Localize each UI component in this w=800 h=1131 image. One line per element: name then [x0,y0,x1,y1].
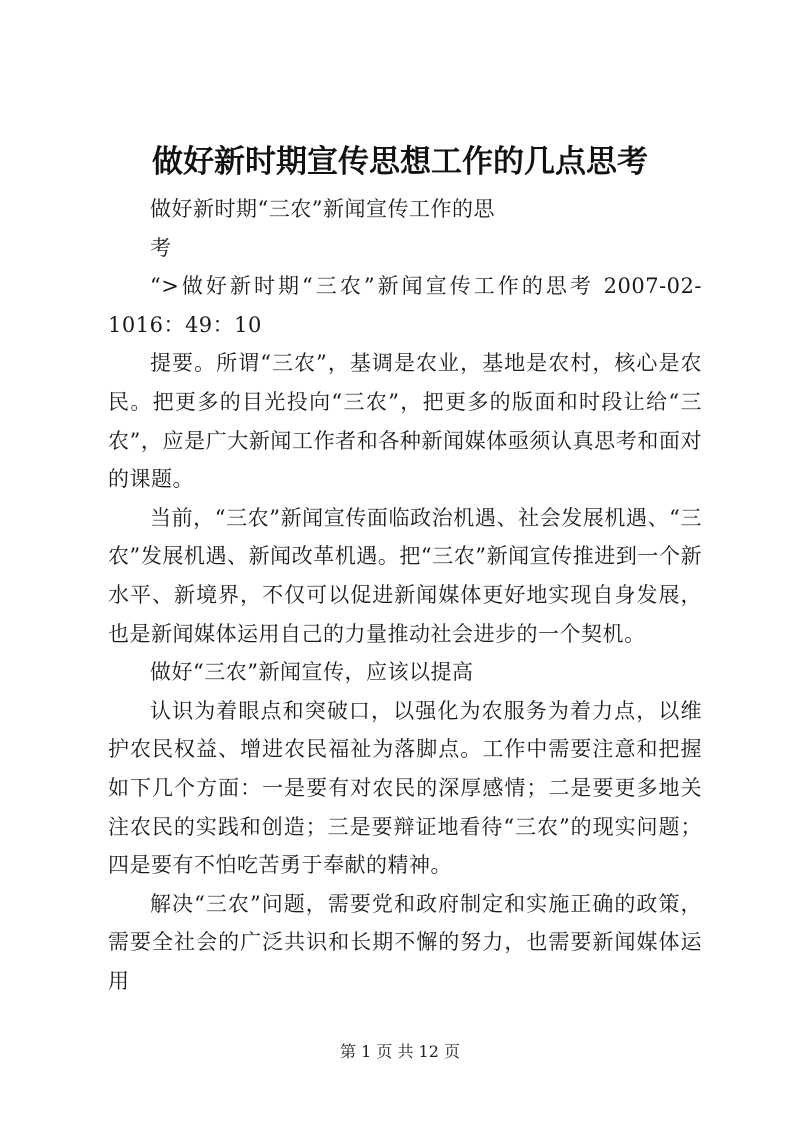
body-paragraph: 认识为着眼点和突破口，以强化为农服务为着力点，以维护农民权益、增进农民福祉为落脚点。工作中需要注意和把握如下几个方面：一是要有对农民的深厚感情；二是要更多地关注农民的实践和创造；三是要辩证地看待“三农”的现实问题；四是要有不怕吃苦勇于奉献的精神。 [108,698,702,878]
body-paragraph: 提要。所谓“三农”，基调是农业，基地是农村，核心是农民。把更多的目光投向“三农”，把更多的版面和时段让给“三农”，应是广大新闻工作者和各种新闻媒体亟须认真思考和面对的课题。 [108,351,702,492]
body-paragraph: 解决“三农”问题，需要党和政府制定和实施正确的政策，需要全社会的广泛共识和长期不懈的努力，也需要新闻媒体运用 [108,891,702,993]
page-number-footer: 第 1 页 共 12 页 [340,1042,460,1061]
document-title: 做好新时期宣传思想工作的几点思考 [152,144,648,180]
body-paragraph: 考 [150,235,172,260]
document-body [108,190,702,1000]
body-paragraph: 做好“三农”新闻宣传，应该以提高 [150,660,474,685]
body-paragraph: 做好新时期“三农”新闻宣传工作的思 [150,197,495,221]
body-paragraph: 当前，“三农”新闻宣传面临政治机遇、社会发展机遇、“三农”发展机遇、新闻改革机遇。把“三农”新闻宣传推进到一个新水平、新境界，不仅可以促进新闻媒体更好地实现自身发展，也是新闻媒体运用自己的力量推动社会进步的一个契机。 [108,505,702,646]
body-paragraph: “>做好新时期“三农”新闻宣传工作的思考 2007-02-1016：49：10 [108,274,702,337]
